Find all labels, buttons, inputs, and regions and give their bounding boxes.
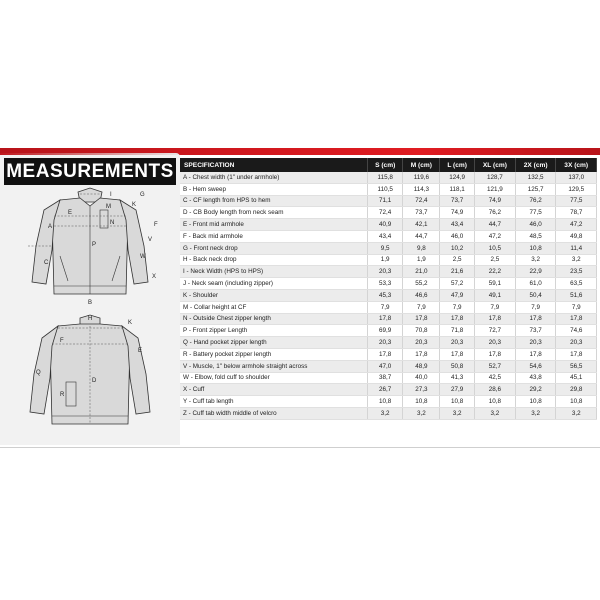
value-cell: 7,9 <box>515 301 556 313</box>
value-cell: 3,2 <box>515 254 556 266</box>
value-cell: 72,7 <box>475 325 516 337</box>
value-cell: 53,3 <box>368 278 403 290</box>
table-row <box>180 372 597 384</box>
value-cell: 40,9 <box>368 219 403 231</box>
value-cell: 43,4 <box>440 219 475 231</box>
value-cell: 40,0 <box>403 372 440 384</box>
value-cell: 47,2 <box>556 219 597 231</box>
spec-cell: H - Back neck drop <box>180 254 368 266</box>
value-cell: 27,9 <box>440 384 475 396</box>
value-cell: 63,5 <box>556 278 597 290</box>
label-i: I <box>110 192 112 198</box>
value-cell: 11,4 <box>556 242 597 254</box>
value-cell: 46,0 <box>515 219 556 231</box>
value-cell: 17,8 <box>403 348 440 360</box>
value-cell: 54,6 <box>515 360 556 372</box>
spec-cell: M - Collar height at CF <box>180 301 368 313</box>
spec-cell: I - Neck Width (HPS to HPS) <box>180 266 368 278</box>
label-b: B <box>88 300 93 306</box>
header-size-2x: 2X (cm) <box>515 158 556 172</box>
value-cell: 17,8 <box>440 348 475 360</box>
value-cell: 7,9 <box>403 301 440 313</box>
value-cell: 44,7 <box>475 219 516 231</box>
table-row <box>180 396 597 408</box>
value-cell: 2,5 <box>475 254 516 266</box>
label-q: Q <box>36 370 41 376</box>
value-cell: 56,5 <box>556 360 597 372</box>
label-v: V <box>148 237 153 243</box>
value-cell: 61,0 <box>515 278 556 290</box>
value-cell: 73,7 <box>403 207 440 219</box>
value-cell: 59,1 <box>475 278 516 290</box>
spec-cell: G - Front neck drop <box>180 242 368 254</box>
table-row <box>180 266 597 278</box>
value-cell: 22,9 <box>515 266 556 278</box>
value-cell: 10,8 <box>440 396 475 408</box>
header-size-xl: XL (cm) <box>475 158 516 172</box>
value-cell: 1,9 <box>403 254 440 266</box>
value-cell: 7,9 <box>556 301 597 313</box>
value-cell: 125,7 <box>515 183 556 195</box>
value-cell: 10,8 <box>368 396 403 408</box>
spec-cell: E - Front mid armhole <box>180 219 368 231</box>
label-a: A <box>48 224 53 230</box>
value-cell: 55,2 <box>403 278 440 290</box>
value-cell: 3,2 <box>556 254 597 266</box>
table-row <box>180 219 597 231</box>
value-cell: 21,0 <box>403 266 440 278</box>
value-cell: 42,1 <box>403 219 440 231</box>
label-n: N <box>110 220 115 226</box>
value-cell: 74,9 <box>440 207 475 219</box>
value-cell: 71,1 <box>368 195 403 207</box>
spec-cell: D - CB Body length from neck seam <box>180 207 368 219</box>
header-size-m: M (cm) <box>403 158 440 172</box>
value-cell: 132,5 <box>515 172 556 183</box>
spec-cell: A - Chest width (1" under armhole) <box>180 172 368 183</box>
value-cell: 10,8 <box>515 396 556 408</box>
spec-cell: X - Cuff <box>180 384 368 396</box>
header-specification: SPECIFICATION <box>180 158 368 172</box>
value-cell: 20,3 <box>556 337 597 349</box>
value-cell: 17,8 <box>403 313 440 325</box>
value-cell: 22,2 <box>475 266 516 278</box>
table-row <box>180 313 597 325</box>
value-cell: 17,8 <box>368 313 403 325</box>
value-cell: 10,8 <box>403 396 440 408</box>
value-cell: 3,2 <box>403 407 440 419</box>
jacket-back-svg <box>8 312 173 440</box>
value-cell: 46,6 <box>403 289 440 301</box>
value-cell: 45,1 <box>556 372 597 384</box>
value-cell: 10,8 <box>556 396 597 408</box>
spec-cell: Q - Hand pocket zipper length <box>180 337 368 349</box>
value-cell: 114,3 <box>403 183 440 195</box>
value-cell: 47,9 <box>440 289 475 301</box>
value-cell: 70,8 <box>403 325 440 337</box>
value-cell: 20,3 <box>368 337 403 349</box>
table-body <box>180 172 597 419</box>
table-row <box>180 384 597 396</box>
value-cell: 3,2 <box>515 407 556 419</box>
value-cell: 115,8 <box>368 172 403 183</box>
table-row <box>180 254 597 266</box>
value-cell: 48,9 <box>403 360 440 372</box>
value-cell: 17,8 <box>475 313 516 325</box>
value-cell: 23,5 <box>556 266 597 278</box>
value-cell: 3,2 <box>368 407 403 419</box>
value-cell: 124,9 <box>440 172 475 183</box>
spec-cell: C - CF length from HPS to hem <box>180 195 368 207</box>
value-cell: 119,6 <box>403 172 440 183</box>
bottom-divider <box>0 447 600 448</box>
value-cell: 69,9 <box>368 325 403 337</box>
spec-cell: Z - Cuff tab width middle of velcro <box>180 407 368 419</box>
value-cell: 10,5 <box>475 242 516 254</box>
value-cell: 26,7 <box>368 384 403 396</box>
table-row <box>180 230 597 242</box>
value-cell: 50,4 <box>515 289 556 301</box>
jacket-back-diagram <box>8 312 173 440</box>
jacket-front-diagram <box>8 186 173 311</box>
table-row <box>180 242 597 254</box>
value-cell: 77,5 <box>515 207 556 219</box>
spec-cell: B - Hem sweep <box>180 183 368 195</box>
header-size-l: L (cm) <box>440 158 475 172</box>
value-cell: 28,6 <box>475 384 516 396</box>
value-cell: 10,2 <box>440 242 475 254</box>
spec-cell: P - Front zipper Length <box>180 325 368 337</box>
label-c: C <box>44 260 49 266</box>
value-cell: 41,3 <box>440 372 475 384</box>
spec-cell: Y - Cuff tab length <box>180 396 368 408</box>
value-cell: 17,8 <box>440 313 475 325</box>
label-d: D <box>92 378 97 384</box>
value-cell: 10,8 <box>515 242 556 254</box>
label-k-back: K <box>128 320 133 326</box>
label-f: F <box>154 222 158 228</box>
value-cell: 1,9 <box>368 254 403 266</box>
spec-cell: V - Muscle, 1" below armhole straight across <box>180 360 368 372</box>
table-row <box>180 337 597 349</box>
value-cell: 7,9 <box>368 301 403 313</box>
value-cell: 3,2 <box>556 407 597 419</box>
table-row <box>180 183 597 195</box>
value-cell: 17,8 <box>556 348 597 360</box>
table-row <box>180 360 597 372</box>
value-cell: 43,8 <box>515 372 556 384</box>
value-cell: 17,8 <box>368 348 403 360</box>
label-m: M <box>106 204 111 210</box>
value-cell: 71,8 <box>440 325 475 337</box>
value-cell: 3,2 <box>440 407 475 419</box>
value-cell: 7,9 <box>440 301 475 313</box>
value-cell: 21,6 <box>440 266 475 278</box>
spec-cell: K - Shoulder <box>180 289 368 301</box>
label-p: P <box>92 242 97 248</box>
jacket-front-svg <box>8 186 173 311</box>
value-cell: 76,2 <box>475 207 516 219</box>
value-cell: 49,1 <box>475 289 516 301</box>
value-cell: 17,8 <box>515 313 556 325</box>
table-row <box>180 289 597 301</box>
label-x: X <box>152 274 157 280</box>
spec-cell: W - Elbow, fold cuff to shoulder <box>180 372 368 384</box>
value-cell: 27,3 <box>403 384 440 396</box>
value-cell: 20,3 <box>403 337 440 349</box>
value-cell: 72,4 <box>368 207 403 219</box>
table-row <box>180 325 597 337</box>
value-cell: 42,5 <box>475 372 516 384</box>
label-f-back: F <box>60 338 64 344</box>
value-cell: 3,2 <box>475 407 516 419</box>
value-cell: 57,2 <box>440 278 475 290</box>
measurement-table <box>180 158 597 420</box>
value-cell: 129,5 <box>556 183 597 195</box>
value-cell: 38,7 <box>368 372 403 384</box>
spec-cell: F - Back mid armhole <box>180 230 368 242</box>
header-size-s: S (cm) <box>368 158 403 172</box>
spec-cell: N - Outside Chest zipper length <box>180 313 368 325</box>
table-row <box>180 207 597 219</box>
table-row <box>180 348 597 360</box>
label-g: G <box>140 192 145 198</box>
value-cell: 47,2 <box>475 230 516 242</box>
label-k: K <box>132 202 137 208</box>
value-cell: 20,3 <box>368 266 403 278</box>
value-cell: 73,7 <box>515 325 556 337</box>
label-e: E <box>68 210 73 216</box>
value-cell: 17,8 <box>515 348 556 360</box>
value-cell: 9,8 <box>403 242 440 254</box>
value-cell: 10,8 <box>475 396 516 408</box>
value-cell: 17,8 <box>475 348 516 360</box>
value-cell: 128,7 <box>475 172 516 183</box>
value-cell: 121,9 <box>475 183 516 195</box>
value-cell: 17,8 <box>556 313 597 325</box>
table-row <box>180 278 597 290</box>
table-row <box>180 301 597 313</box>
value-cell: 74,9 <box>475 195 516 207</box>
value-cell: 20,3 <box>515 337 556 349</box>
label-w: W <box>140 254 146 260</box>
spec-cell: R - Battery pocket zipper length <box>180 348 368 360</box>
spec-cell: J - Neck seam (including zipper) <box>180 278 368 290</box>
table-header-row <box>180 158 597 172</box>
header-size-3x: 3X (cm) <box>556 158 597 172</box>
table-row <box>180 195 597 207</box>
value-cell: 74,6 <box>556 325 597 337</box>
value-cell: 29,2 <box>515 384 556 396</box>
value-cell: 46,0 <box>440 230 475 242</box>
value-cell: 118,1 <box>440 183 475 195</box>
label-h: H <box>88 316 93 322</box>
value-cell: 44,7 <box>403 230 440 242</box>
value-cell: 78,7 <box>556 207 597 219</box>
value-cell: 48,5 <box>515 230 556 242</box>
value-cell: 73,7 <box>440 195 475 207</box>
value-cell: 47,0 <box>368 360 403 372</box>
value-cell: 20,3 <box>475 337 516 349</box>
value-cell: 45,3 <box>368 289 403 301</box>
value-cell: 76,2 <box>515 195 556 207</box>
value-cell: 51,6 <box>556 289 597 301</box>
table-row <box>180 172 597 183</box>
value-cell: 110,5 <box>368 183 403 195</box>
value-cell: 137,0 <box>556 172 597 183</box>
page-title: MEASUREMENTS <box>4 158 176 185</box>
value-cell: 7,9 <box>475 301 516 313</box>
label-e-back: E <box>138 348 143 354</box>
value-cell: 29,8 <box>556 384 597 396</box>
value-cell: 77,5 <box>556 195 597 207</box>
value-cell: 2,5 <box>440 254 475 266</box>
value-cell: 43,4 <box>368 230 403 242</box>
value-cell: 72,4 <box>403 195 440 207</box>
value-cell: 9,5 <box>368 242 403 254</box>
table-row <box>180 407 597 419</box>
value-cell: 49,8 <box>556 230 597 242</box>
value-cell: 50,8 <box>440 360 475 372</box>
label-r: R <box>60 392 65 398</box>
value-cell: 52,7 <box>475 360 516 372</box>
value-cell: 20,3 <box>440 337 475 349</box>
